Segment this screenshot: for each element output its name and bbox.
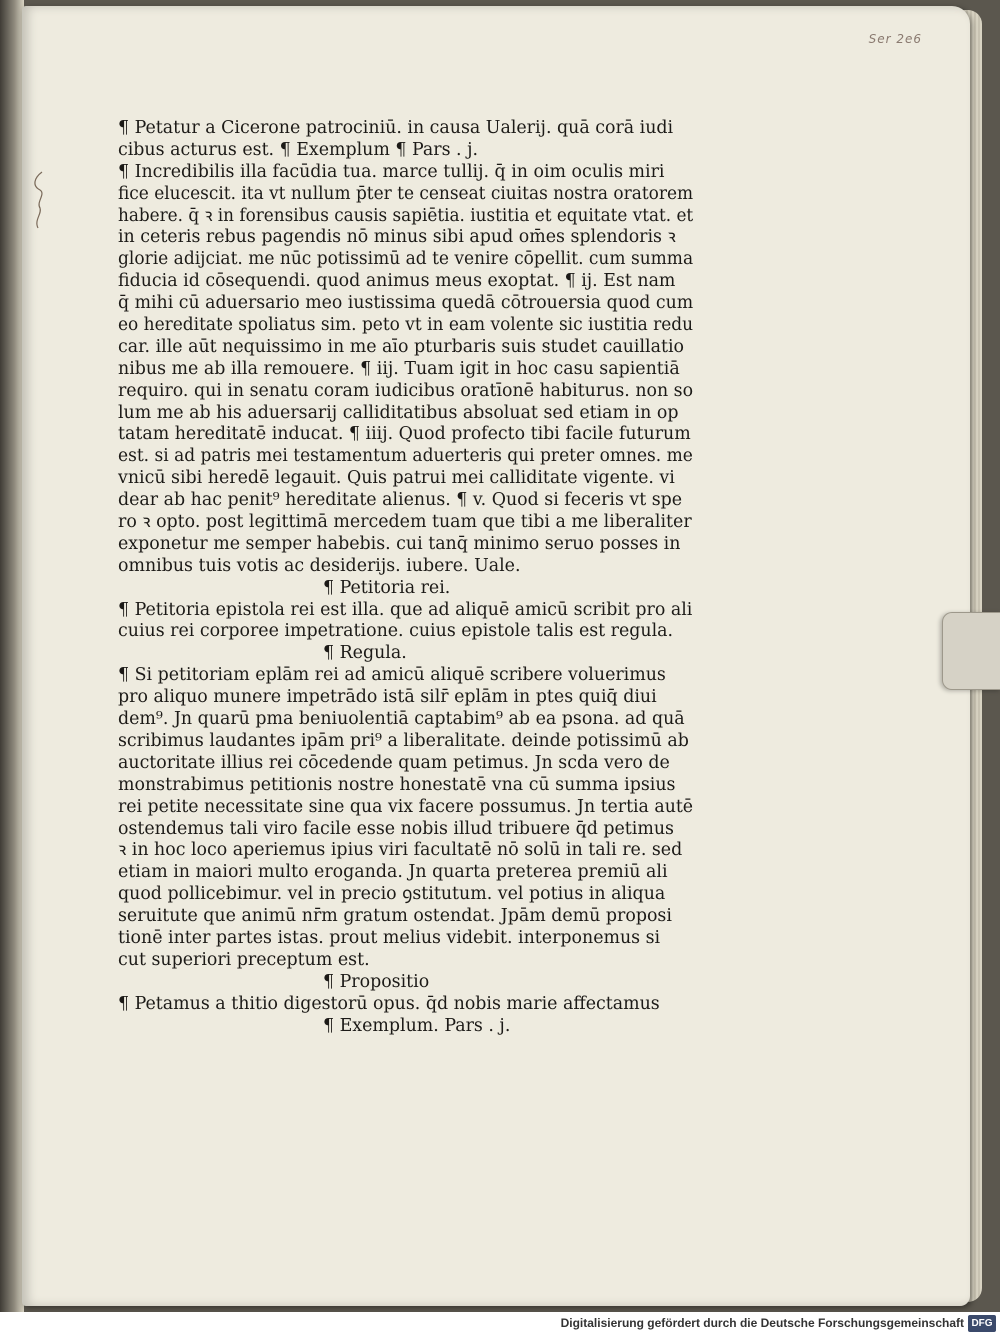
text-line-content: seruitute que animū nr̄m gratum ostendat. Jpām demū proposi (118, 906, 672, 927)
text-line (118, 162, 693, 184)
text-line-content: dem⁹. Jn quarū pma beniuolentiā captabim⁹ ab ea psona. ad quā (118, 709, 685, 730)
text-line (118, 468, 693, 490)
text-line-content: ro ꝛ opto. post legittimā mercedem tuam que tibi a me liberaliter (118, 512, 692, 533)
footer-credit: Digitalisierung gefördert durch die Deutsche Forschungsgemeinschaft (560, 1316, 964, 1330)
text-line-content: fice elucescit. ita vt nullum p̄ter te censeat ciuitas nostra oratorem (118, 183, 694, 204)
binding-edge (0, 0, 24, 1312)
text-line-content: dear ab hac penit⁹ hereditate alienus. ¶ v. Quod si feceris vt spe (118, 490, 683, 511)
text-line (118, 928, 693, 950)
text-line (118, 665, 693, 687)
text-line-content: monstrabimus petitionis nostre honestatē vna cū summa ipsius (118, 774, 676, 795)
text-line (118, 359, 693, 381)
text-line-content: ¶ Petitoria epistola rei est illa. que ad aliquē amicū scribit pro ali (118, 599, 693, 620)
text-line-content: ¶ Petatur a Cicerone patrociniū. in causa Ualerij. quā corā iudi (118, 118, 674, 138)
text-line (118, 512, 693, 534)
text-line (118, 184, 693, 206)
text-line (118, 118, 693, 140)
pencil-shelfmark: Ser 2e6 (868, 32, 922, 46)
text-line (118, 271, 693, 293)
text-line (118, 950, 693, 972)
text-line-content: omnibus tuis votis ac desiderijs. iubere. Uale. (118, 555, 521, 576)
text-line-content: habere. q̄ ꝛ in forensibus causis sapiētia. iustitia et equitate vtat. et (118, 205, 694, 226)
page-clip (942, 612, 1000, 690)
dfg-logo: DFG (968, 1315, 996, 1332)
text-line (118, 1016, 693, 1038)
text-line-content: exponetur me semper habebis. cui tanq̄ minimo seruo posses in (118, 533, 681, 554)
text-line-content: auctoritate illius rei cōcedende quam petimus. Jn scda vero de (118, 752, 670, 773)
text-line-content: quod pollicebimur. vel in precio ꝯstitutum. vel potius in aliqua (118, 884, 666, 905)
text-line (118, 840, 693, 862)
text-line-content: ¶ Petamus a thitio digestorū opus. q̄d nobis marie affectamus (118, 993, 660, 1014)
text-line (118, 206, 693, 228)
text-line-content: ¶ Propositio (323, 971, 430, 992)
text-line-content: ꝛ in hoc loco aperiemus ipius viri facultatē nō solū in tali re. sed (118, 840, 683, 861)
text-line-content: fiducia id cōsequendi. quod animus meus exoptat. ¶ ij. Est nam (118, 271, 676, 292)
text-line (118, 753, 693, 775)
text-line-content: vnicū sibi heredē legauit. Quis patrui mei calliditate vigente. vi (118, 468, 675, 489)
text-line-content: car. ille aūt nequissimo in me aīo pturbaris suis studet cauillatio (118, 336, 685, 357)
text-line (118, 403, 693, 425)
text-line (118, 556, 693, 578)
text-line-content: scribimus laudantes ipām pri⁹ a liberalitate. deinde potissimū ab (118, 730, 689, 751)
margin-scribble-mark (28, 168, 50, 232)
text-line-content: in ceteris rebus pagendis nō minus sibi apud om̄es splendoris ꝛ (118, 227, 676, 248)
text-line-content: lum me ab his aduersarij calliditatibus absoluat sed etiam in op (118, 402, 679, 423)
text-line (118, 315, 693, 337)
text-line-content: ¶ Incredibilis illa facūdia tua. marce tullij. q̄ in oim oculis miri (118, 161, 665, 182)
text-line (118, 600, 693, 622)
text-line-content: rei petite necessitate sine qua vix facere possumus. Jn tertia autē (118, 796, 694, 817)
text-line (118, 972, 693, 994)
text-line-content: est. si ad patris mei testamentum aduerteris qui preter omnes. me (118, 446, 693, 467)
text-line (118, 490, 693, 512)
text-line-content: ¶ Regula. (323, 643, 407, 664)
text-line-content: requiro. qui in senatu coram iudicibus oratīonē habiturus. non so (118, 380, 694, 401)
text-line-content: cut superiori preceptum est. (118, 949, 370, 970)
text-line-content: nibus me ab illa remouere. ¶ iij. Tuam igit in hoc casu sapientiā (118, 358, 680, 379)
text-line (118, 819, 693, 841)
text-line-content: cibus acturus est. ¶ Exemplum ¶ Pars . j. (118, 139, 479, 160)
text-line (118, 884, 693, 906)
text-line (118, 643, 693, 665)
text-line (118, 621, 693, 643)
text-line (118, 775, 693, 797)
text-line (118, 797, 693, 819)
text-line (118, 337, 693, 359)
incunable-text-block (118, 118, 693, 1037)
text-line (118, 140, 693, 162)
text-line (118, 381, 693, 403)
text-line (118, 446, 693, 468)
text-line-content: ¶ Petitoria rei. (323, 577, 451, 598)
text-line (118, 709, 693, 731)
text-line (118, 227, 693, 249)
text-line (118, 249, 693, 271)
text-line (118, 578, 693, 600)
text-line-content: q̄ mihi cū aduersario meo iustissima quedā cōtrouersia quod cum (118, 293, 694, 314)
text-line-content: ¶ Exemplum. Pars . j. (323, 1015, 511, 1036)
text-line (118, 906, 693, 928)
text-line (118, 687, 693, 709)
digitization-footer (0, 1312, 1000, 1335)
text-line-content: glorie adijciat. me nūc potissimū ad te venire cōpellit. cum summa (118, 249, 694, 270)
text-line-content: cuius rei corporee impetratione. cuius epistole talis est regula. (118, 621, 674, 642)
text-line-content: tionē inter partes istas. prout melius videbit. interponemus si (118, 927, 661, 948)
text-line-content: etiam in maiori multo eroganda. Jn quarta preterea premiū ali (118, 862, 668, 883)
text-line (118, 293, 693, 315)
text-line-content: ostendemus tali viro facile esse nobis illud tribuere q̄d petimus (118, 818, 674, 839)
text-line (118, 862, 693, 884)
text-line (118, 731, 693, 753)
text-line-content: ¶ Si petitoriam eplām rei ad amicū aliquē scribere voluerimus (118, 665, 666, 686)
text-line (118, 994, 693, 1016)
text-line (118, 424, 693, 446)
text-line-content: eo hereditate spoliatus sim. peto vt in eam volente sic iustitia redu (118, 315, 694, 336)
text-line (118, 534, 693, 556)
text-line-content: tatam hereditatē inducat. ¶ iiij. Quod profecto tibi facile futurum (118, 424, 691, 445)
text-line-content: pro aliquo munere impetrādo istā silr̄ eplām in ptes quiq̄ diui (118, 687, 657, 708)
